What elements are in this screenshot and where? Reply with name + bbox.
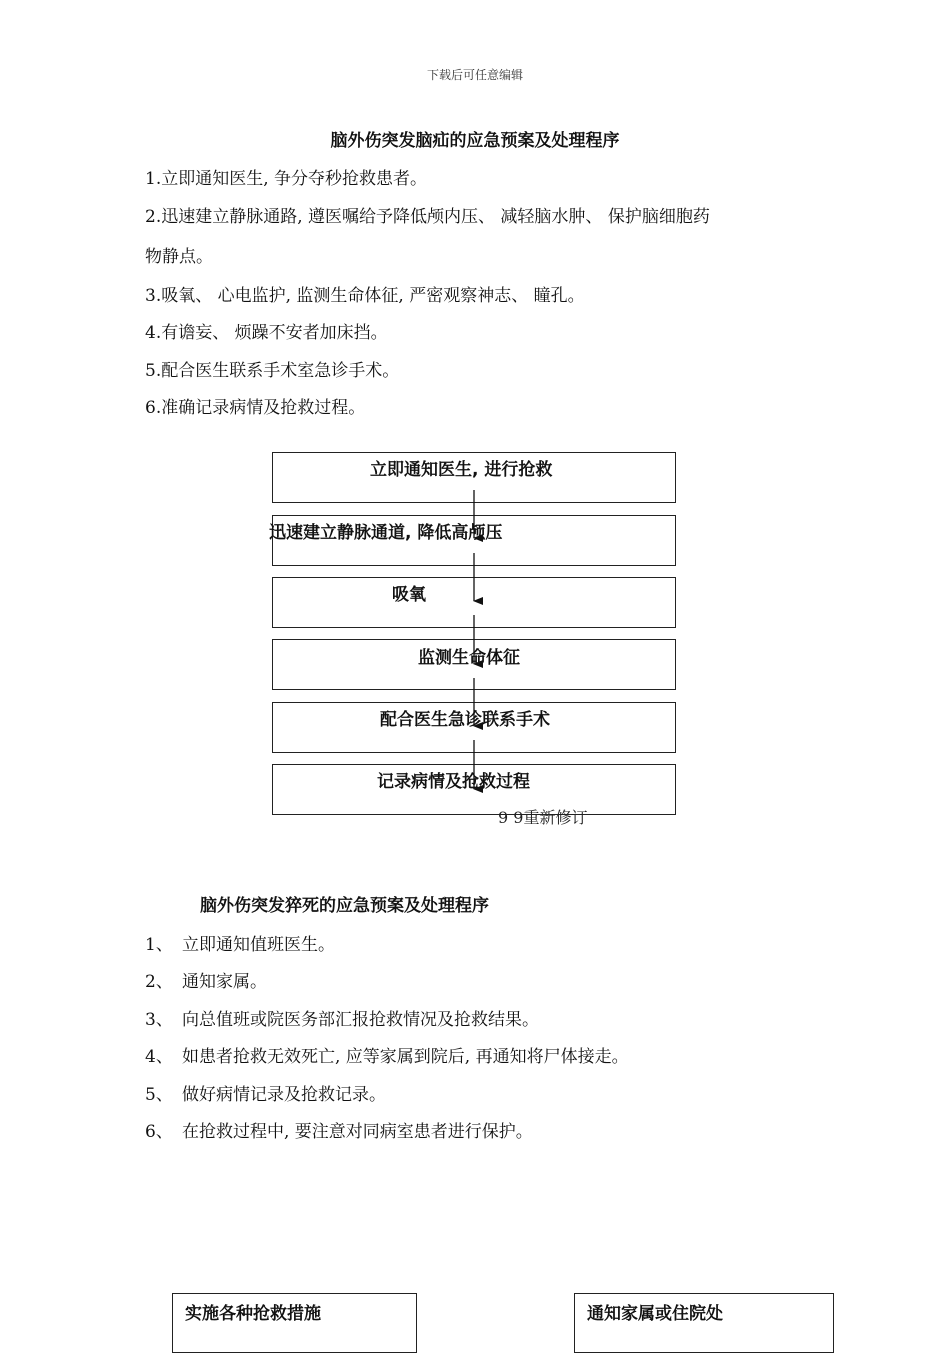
section1-line-2: 2.迅速建立静脉通路, 遵医嘱给予降低颅内压、 减轻脑水肿、 保护脑细胞药 (145, 207, 710, 227)
section1-title: 脑外伤突发脑疝的应急预案及处理程序 (330, 131, 620, 151)
list-item-4-text: 如患者抢救无效死亡, 应等家属到院后, 再通知将尸体接走。 (182, 1047, 629, 1067)
flow-box-5-label: 配合医生急诊联系手术 (380, 710, 550, 730)
list-item-3-num: 3、 (145, 1010, 173, 1030)
section1-line-1: 1.立即通知医生, 争分夺秒抢救患者。 (145, 169, 428, 189)
flow-box-2-label: 迅速建立静脉通道, 降低高颅压 (269, 523, 503, 543)
list-item-4-num: 4、 (145, 1047, 173, 1067)
section1-line-4: 4.有谵妄、 烦躁不安者加床挡。 (145, 323, 388, 343)
list-item-1-text: 立即通知值班医生。 (182, 935, 335, 955)
bottom-box-left-label: 实施各种抢救措施 (185, 1304, 321, 1324)
list-item-6-text: 在抢救过程中, 要注意对同病室患者进行保护。 (182, 1122, 533, 1142)
list-item-2-num: 2、 (145, 972, 173, 992)
list-item-6-num: 6、 (145, 1122, 173, 1142)
list-item-5-num: 5、 (145, 1085, 173, 1105)
section1-line-5: 5.配合医生联系手术室急诊手术。 (145, 361, 400, 381)
section1-line-2-cont: 物静点。 (145, 247, 213, 267)
flow-box-4-label: 监测生命体征 (418, 648, 520, 668)
flow-box-6-label: 记录病情及抢救过程 (377, 772, 530, 792)
section2-title: 脑外伤突发猝死的应急预案及处理程序 (200, 896, 489, 916)
flow-box-1-label: 立即通知医生, 进行抢救 (370, 460, 553, 480)
list-item-2-text: 通知家属。 (182, 972, 267, 992)
section1-line-6: 6.准确记录病情及抢救过程。 (145, 398, 366, 418)
flow-box-3-label: 吸氧 (392, 585, 426, 605)
list-item-3-text: 向总值班或院医务部汇报抢救情况及抢救结果。 (182, 1010, 539, 1030)
revision-note: 9 9重新修订 (498, 808, 588, 827)
list-item-5-text: 做好病情记录及抢救记录。 (182, 1085, 386, 1105)
page-header-note: 下载后可任意编辑 (426, 68, 523, 82)
section1-line-3: 3.吸氧、 心电监护, 监测生命体征, 严密观察神志、 瞳孔。 (145, 286, 585, 306)
bottom-box-right-label: 通知家属或住院处 (587, 1304, 723, 1324)
list-item-1-num: 1、 (145, 935, 173, 955)
